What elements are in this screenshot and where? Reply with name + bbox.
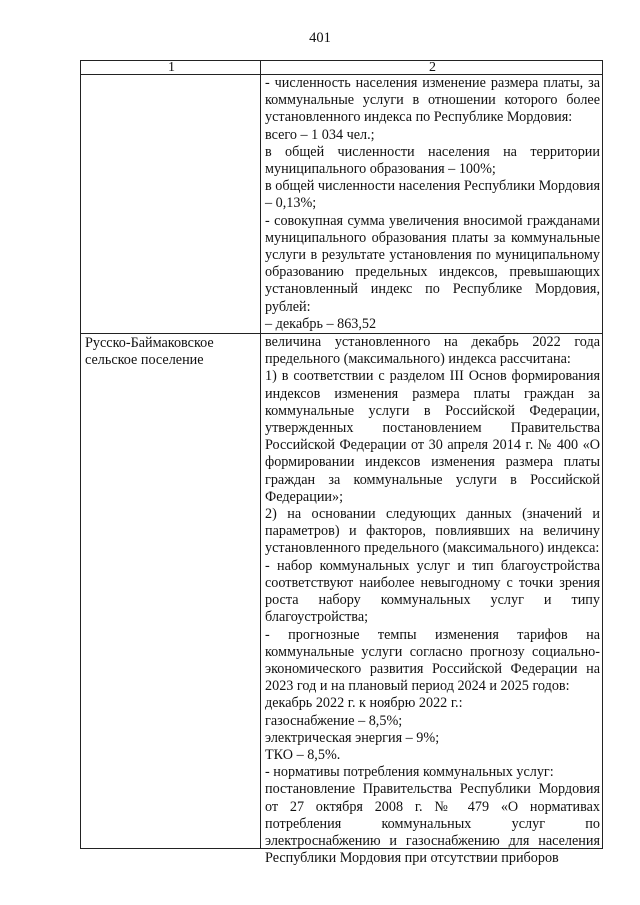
description-content	[265, 334, 600, 867]
table-header-row	[81, 61, 603, 75]
description-cell	[261, 334, 603, 867]
table-row	[81, 75, 603, 334]
description-paragraph: в общей численности населения на территории муниципального образования – 100%;	[265, 143, 600, 178]
municipality-name-cell: Русско-Баймаковское сельское поселение	[81, 334, 261, 849]
document-table	[80, 60, 603, 867]
description-paragraph: - нормативы потребления коммунальных услуг:	[265, 764, 554, 781]
description-paragraph: 2) на основании следующих данных (значений и параметров) и факторов, повлиявших на величину установленного предельного (максимального) индекса:	[265, 506, 600, 557]
description-paragraph: величина установленного на декабрь 2022 года предельного (максимального) индекса рассчитана:	[265, 334, 600, 368]
description-paragraph: ТКО – 8,5%.	[265, 746, 341, 763]
description-paragraph: всего – 1 034 чел.;	[265, 126, 375, 143]
description-paragraph: 1) в соответствии с разделом III Основ формирования индексов изменения размера платы граждан за коммунальные услуги в Российской Федерации, утвержденных постановлением Правительства Российской Федерации от 30 апреля 2014 г. № 400 «О формировании индексов изменения размера платы граждан за коммунальные услуги в Российской Федерации»;	[265, 368, 600, 505]
description-paragraph: - численность населения изменение размера платы, за коммунальные услуги в отношении которого более установленного индекса по Республике Мордовия:	[265, 75, 600, 126]
description-paragraph: в общей численности населения Республики Мордовия – 0,13%;	[265, 178, 600, 212]
table-header-cell-2: 2	[261, 61, 603, 75]
page-number: 401	[309, 30, 331, 46]
description-cell	[261, 75, 603, 334]
description-paragraph: постановление Правительства Республики Мордовия от 27 октября 2008 г. № 479 «О нормативах потребления коммунальных услуг по электроснабжению и газоснабжению для населения Республики Мордовия при отсутствии приборов	[265, 781, 600, 867]
description-paragraph: декабрь 2022 г. к ноябрю 2022 г.:	[265, 695, 463, 712]
municipality-name-cell	[81, 75, 261, 334]
description-paragraph: - набор коммунальных услуг и тип благоустройства соответствуют наиболее невыгодному с точки зрения роста набору коммунальных услуг и типу благоустройства;	[265, 557, 600, 626]
description-paragraph: – декабрь – 863,52	[265, 315, 377, 332]
description-paragraph: - совокупная сумма увеличения вносимой гражданами муниципального образования платы за коммунальные услуги в результате установления по муниципальному образованию предельных индексов, превышающих установленный индекс по Республике Мордовия, рублей:	[265, 212, 600, 315]
description-paragraph: газоснабжение – 8,5%;	[265, 712, 403, 729]
table-header-cell-1: 1	[81, 61, 261, 75]
description-paragraph: - прогнозные темпы изменения тарифов на коммунальные услуги согласно прогнозу социально-экономического развития Российской Федерации на 2023 год и на плановый период 2024 и 2025 годов:	[265, 626, 600, 695]
table-row	[81, 334, 603, 849]
description-paragraph: электрическая энергия – 9%;	[265, 729, 440, 746]
